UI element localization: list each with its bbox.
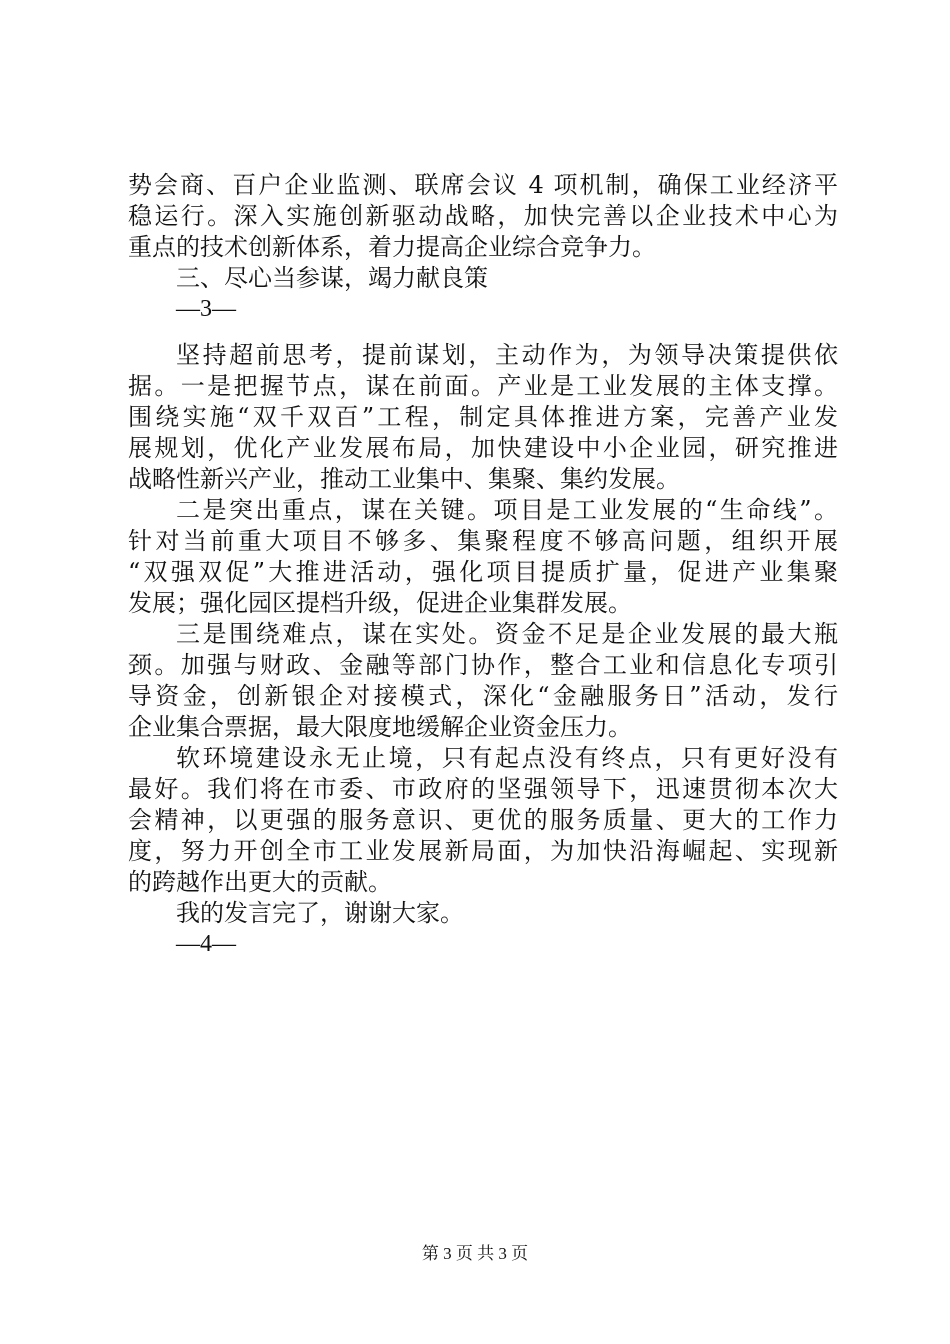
paragraph-line: “双强双促”大推进活动，强化项目提质扩量，促进产业集聚 bbox=[128, 558, 838, 586]
page-footer: 第 3 页 共 3 页 bbox=[421, 1244, 529, 1263]
paragraph-line: 势会商、百户企业监测、联席会议 4 项机制，确保工业经济平 bbox=[128, 171, 838, 199]
paragraph-line: 最好。我们将在市委、市政府的坚强领导下，迅速贯彻本次大 bbox=[128, 775, 838, 803]
page-marker: —3— bbox=[176, 296, 236, 322]
paragraph-line: 坚持超前思考，提前谋划，主动作为，为领导决策提供依 bbox=[176, 341, 838, 369]
paragraph-line: 软环境建设永无止境，只有起点没有终点，只有更好没有 bbox=[176, 744, 838, 772]
paragraph-line: 企业集合票据，最大限度地缓解企业资金压力。 bbox=[128, 713, 632, 741]
page-marker: —4— bbox=[176, 931, 236, 957]
paragraph-line: 战略性新兴产业，推动工业集中、集聚、集约发展。 bbox=[128, 465, 680, 493]
paragraph-line: 围绕实施“双千双百”工程，制定具体推进方案，完善产业发 bbox=[128, 403, 838, 431]
paragraph-line: 重点的技术创新体系，着力提高企业综合竞争力。 bbox=[128, 233, 656, 261]
paragraph-line: 据。一是把握节点，谋在前面。产业是工业发展的主体支撑。 bbox=[128, 372, 838, 400]
paragraph-line: 的跨越作出更大的贡献。 bbox=[128, 868, 392, 896]
paragraph-line: 针对当前重大项目不够多、集聚程度不够高问题，组织开展 bbox=[128, 527, 838, 555]
document-body bbox=[128, 170, 838, 960]
paragraph-line: 度，努力开创全市工业发展新局面，为加快沿海崛起、实现新 bbox=[128, 837, 838, 865]
paragraph-line: 二是突出重点，谋在关键。项目是工业发展的“生命线”。 bbox=[176, 496, 838, 524]
paragraph-line: 三是围绕难点，谋在实处。资金不足是企业发展的最大瓶 bbox=[176, 620, 838, 648]
section-heading: 三、尽心当参谋，竭力献良策 bbox=[176, 264, 488, 292]
paragraph-line: 展规划，优化产业发展布局，加快建设中小企业园，研究推进 bbox=[128, 434, 838, 462]
paragraph-line: 导资金，创新银企对接模式，深化“金融服务日”活动，发行 bbox=[128, 682, 838, 710]
paragraph-line: 颈。加强与财政、金融等部门协作，整合工业和信息化专项引 bbox=[128, 651, 838, 679]
paragraph-line: 发展；强化园区提档升级，促进企业集群发展。 bbox=[128, 589, 632, 617]
paragraph-line: 稳运行。深入实施创新驱动战略，加快完善以企业技术中心为 bbox=[128, 202, 838, 230]
paragraph-line: 会精神，以更强的服务意识、更优的服务质量、更大的工作力 bbox=[128, 806, 838, 834]
closing-line: 我的发言完了，谢谢大家。 bbox=[176, 899, 464, 927]
